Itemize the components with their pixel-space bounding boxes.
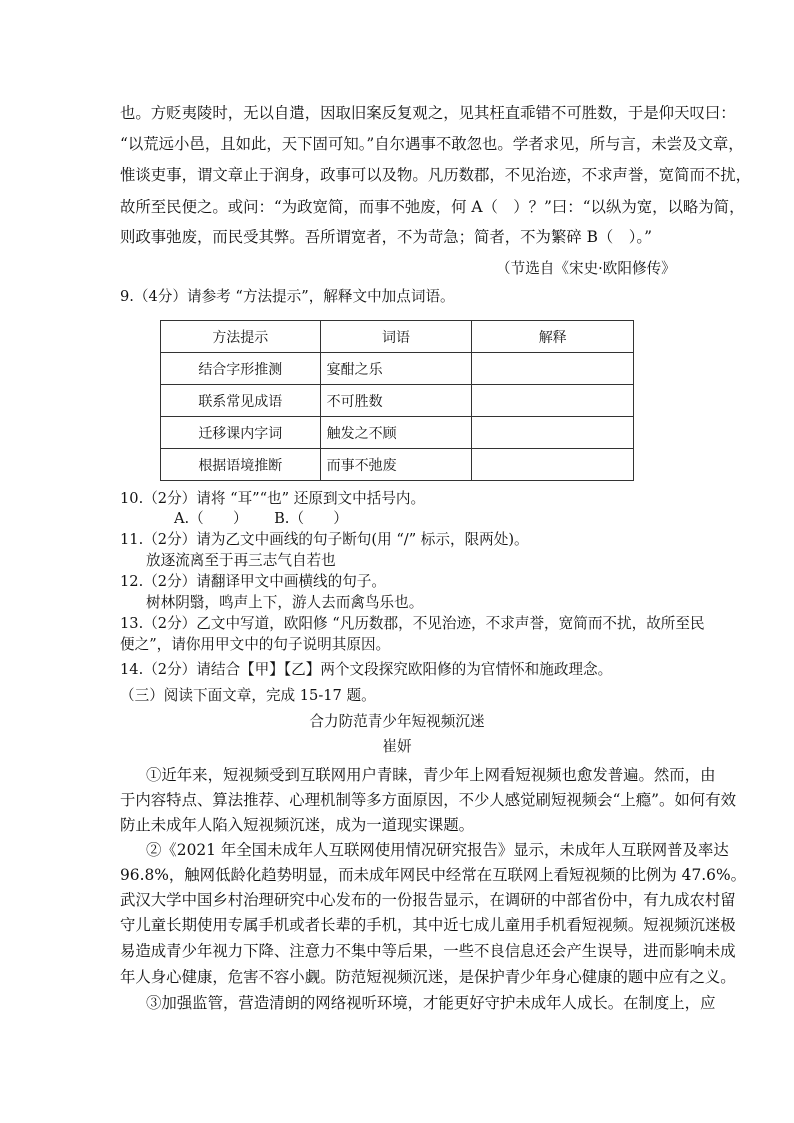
article-paragraph-line: ②《2021 年全国未成年人互联网使用情况研究报告》显示，未成年人互联网普及率达 [146, 841, 729, 859]
table-cell-method: 联系常见成语 [161, 385, 321, 417]
table-header-explanation: 解释 [472, 321, 634, 353]
passage-line-4: 故所至民便之。或问：“为政宽简，而事不弛废，何 A（ ）？”曰：“以纵为宽，以略为简， [120, 198, 745, 216]
question-12-sentence: 树林阴翳，鸣声上下，游人去而禽鸟乐也。 [146, 594, 424, 611]
article-paragraph-line: ③加强监管，营造清朗的网络视听环境，才能更好守护未成年人成长。在制度上，应 [146, 994, 716, 1012]
table-cell-word: 触发之不顾 [320, 417, 472, 449]
table-row [161, 353, 634, 385]
table-cell-answer[interactable] [472, 449, 634, 481]
table-row [161, 417, 634, 449]
table-row [161, 385, 634, 417]
question-14-stem: 14.（2分）请结合【甲】【乙】两个文段探究欧阳修的为官情怀和施政理念。 [120, 661, 613, 678]
question-10-stem: 10.（2分）请将 “耳”“也” 还原到文中括号内。 [120, 490, 426, 507]
question-9-stem: 9.（4分）请参考 “方法提示”，解释文中加点词语。 [120, 288, 455, 305]
method-hint-table [160, 320, 634, 481]
table-cell-word: 宴酣之乐 [320, 353, 472, 385]
table-cell-answer[interactable] [472, 353, 634, 385]
passage-line-2: “以荒远小邑，且如此，天下固可知。”自尔遇事不敢忽也。学者求见，所与言，未尝及文章， [120, 135, 744, 153]
table-cell-method: 根据语境推断 [161, 449, 321, 481]
article-paragraph-line: 年人身心健康，危害不容小觑。防范短视频沉迷，是保护青少年身心健康的题中应有之义。 [120, 968, 736, 986]
table-header-word: 词语 [320, 321, 472, 353]
passage-source: （节选自《宋史·欧阳修传》 [496, 260, 676, 277]
question-13-line-1: 13.（2分）乙文中写道，欧阳修 “凡历数郡，不见治迹，不求声誉，宽简而不扰，故所至民 [120, 615, 705, 632]
table-header-method: 方法提示 [161, 321, 321, 353]
table-cell-answer[interactable] [472, 417, 634, 449]
question-11-stem: 11.（2分）请为乙文中画线的句子断句(用 “/” 标示，限两处)。 [120, 531, 529, 548]
question-10-options: A.（ ） B.（ ） [174, 510, 348, 527]
table-cell-method: 结合字形推测 [161, 353, 321, 385]
table-header-row [161, 321, 634, 353]
question-12-stem: 12.（2分）请翻译甲文中画横线的句子。 [120, 573, 386, 590]
article-paragraph-line: 易造成青少年视力下降、注意力不集中等后果，一些不良信息还会产生误导，进而影响未成 [120, 942, 736, 960]
table-cell-method: 迁移课内字词 [161, 417, 321, 449]
article-paragraph-line: 武汉大学中国乡村治理研究中心发布的一份报告显示，在调研的中部省份中，有九成农村留 [120, 891, 736, 909]
passage-line-3: 惟谈吏事，谓文章止于润身，政事可以及物。凡历数郡，不见治迹，不求声誉，宽简而不扰， [120, 166, 752, 184]
table-cell-word: 不可胜数 [320, 385, 472, 417]
question-13-line-2: 便之”，请你用甲文中的句子说明其原因。 [120, 636, 391, 653]
article-paragraph-line: ①近年来，短视频受到互联网用户青睐，青少年上网看短视频也愈发普遍。然而，由 [146, 766, 716, 784]
table-row [161, 449, 634, 481]
article-title: 合力防范青少年短视频沉迷 [309, 713, 485, 730]
table-cell-answer[interactable] [472, 385, 634, 417]
article-author: 崔妍 [382, 738, 412, 755]
article-paragraph-line: 96.8%，触网低龄化趋势明显，而未成年网民中经常在互联网上看短视频的比例为 47.6%。 [120, 866, 746, 884]
article-paragraph-line: 守儿童长期使用专属手机或者长辈的手机，其中近七成儿童用手机看短视频。短视频沉迷极 [120, 916, 736, 934]
passage-line-5: 则政事弛废，而民受其弊。吾所谓宽者，不为苛急；简者，不为繁碎 B（ ）。” [120, 228, 652, 246]
passage-line-1: 也。方贬夷陵时，无以自遣，因取旧案反复观之，见其枉直乖错不可胜数，于是仰天叹曰： [120, 104, 736, 122]
section-3-instruction: （三）阅读下面文章，完成 15-17 题。 [120, 687, 376, 704]
article-paragraph-line: 于内容特点、算法推荐、心理机制等多方面原因，不少人感觉刷短视频会“上瘾”。如何有效 [120, 791, 736, 809]
article-paragraph-line: 防止未成年人陷入短视频沉迷，成为一道现实课题。 [120, 816, 474, 834]
question-11-sentence: 放逐流离至于再三志气自若也 [146, 552, 336, 569]
table-cell-word: 而事不弛废 [320, 449, 472, 481]
